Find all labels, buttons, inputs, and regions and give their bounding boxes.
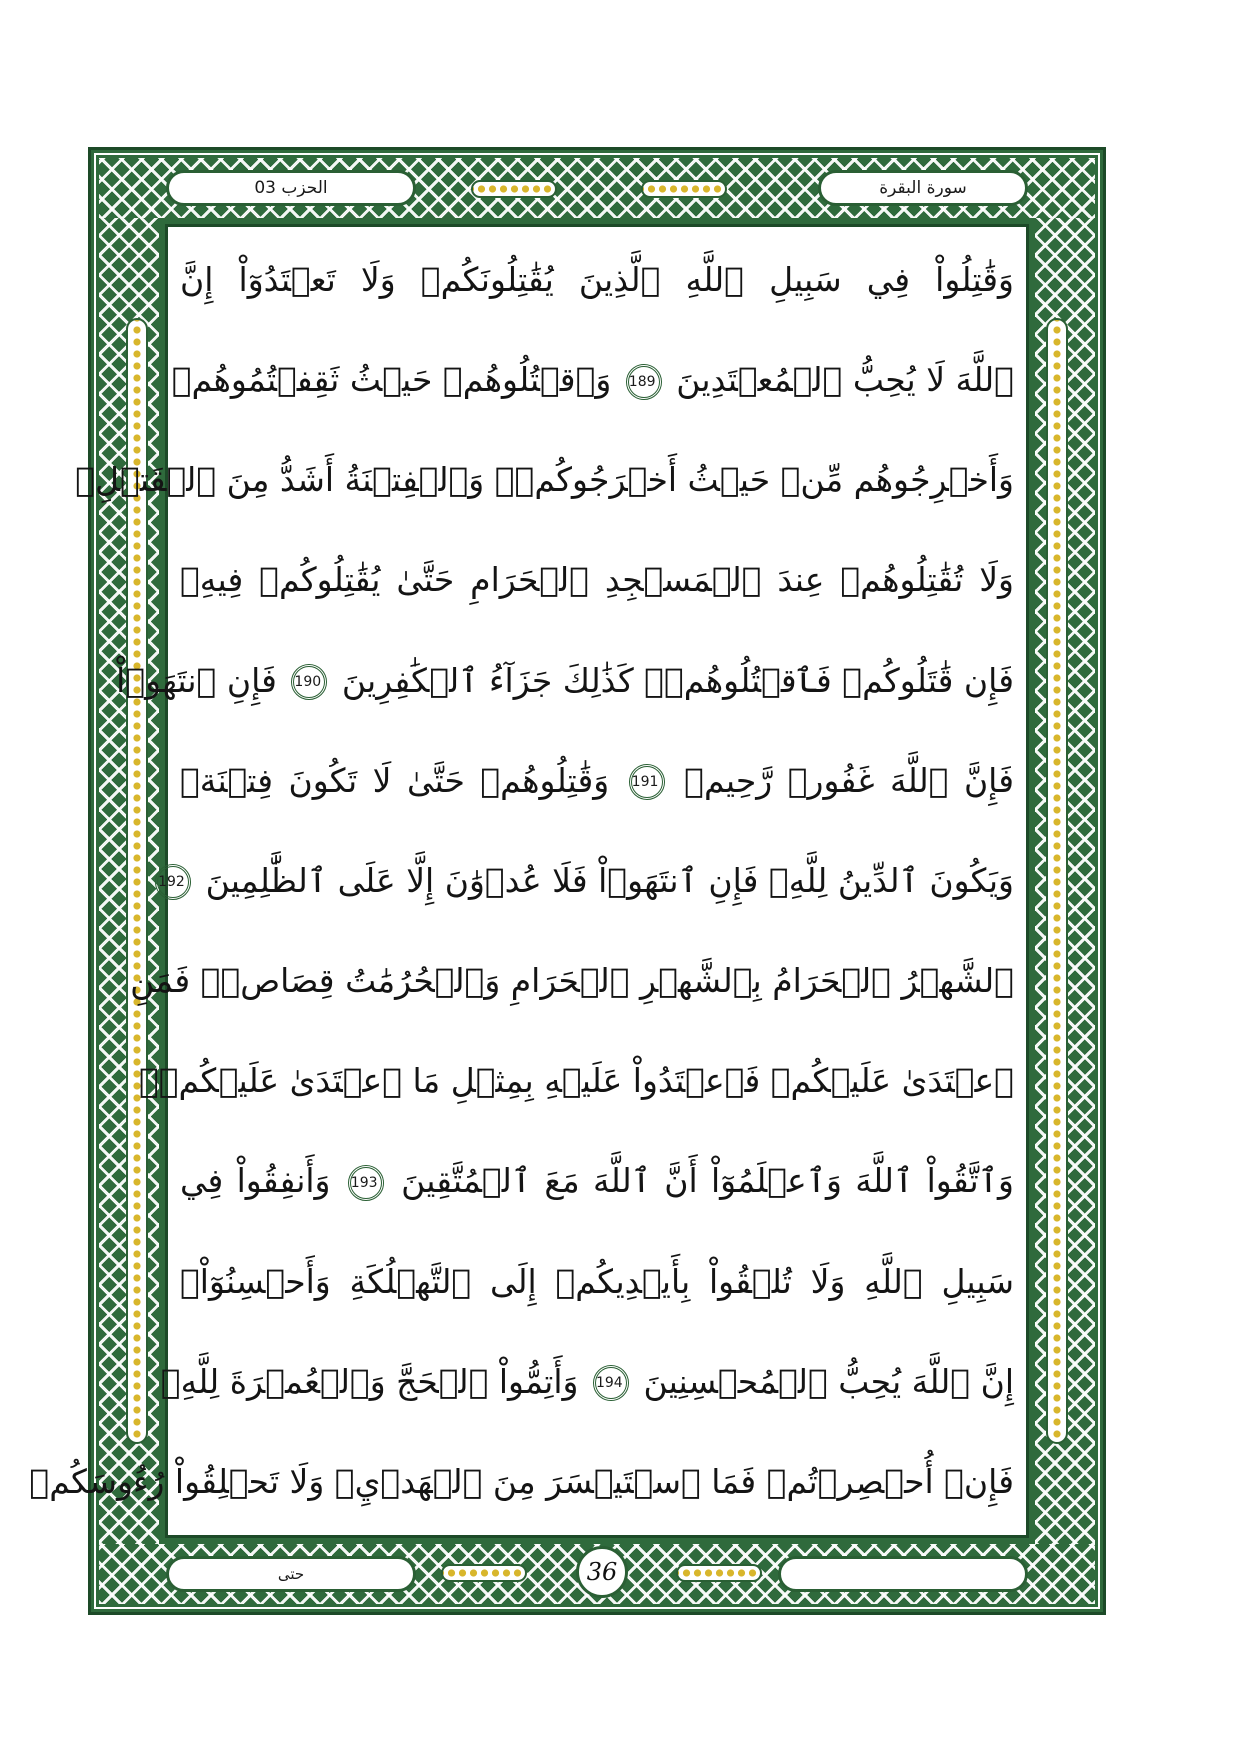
bottom-bead-ornament-left [441, 1564, 527, 1582]
hizb-label: الحزب 03 [166, 170, 416, 206]
verse-line: وَأَخۡرِجُوهُم مِّنۡ حَيۡثُ أَخۡرَجُوكُمۡۚ وَٱلۡفِتۡنَةُ أَشَدُّ مِنَ ٱلۡقَتۡلِۚ [75, 460, 1014, 500]
ayah-number-marker: 191 [629, 764, 665, 800]
top-bead-ornament-right [641, 180, 727, 198]
verse-line: ٱللَّهَ لَا يُحِبُّ ٱلۡمُعۡتَدِينَ 189 وَٱقۡتُلُوهُمۡ حَيۡثُ ثَقِفۡتُمُوهُمۡ [171, 360, 1014, 400]
ayah-number-marker: 192 [155, 864, 191, 900]
bottom-bead-ornament-right [676, 1564, 762, 1582]
mushaf-page-frame [29, 147, 1106, 1615]
verse-line: إِنَّ ٱللَّهَ يُحِبُّ ٱلۡمُحۡسِنِينَ 194 وَأَتِمُّواْ ٱلۡحَجَّ وَٱلۡعُمۡرَةَ لِلَّهِۚ [160, 1361, 1014, 1401]
verse-line: وَقَٰتِلُواْ فِي سَبِيلِ ٱللَّهِ ٱلَّذِينَ يُقَٰتِلُونَكُمۡ وَلَا تَعۡتَدُوٓاْ إِنَّ [180, 260, 1014, 299]
right-bead-column [1046, 318, 1068, 1444]
page-number: 36 [576, 1546, 628, 1598]
footer-plaque [778, 1556, 1028, 1592]
right-ornament-band [1035, 218, 1095, 1544]
verse-line: سَبِيلِ ٱللَّهِ وَلَا تُلۡقُواْ بِأَيۡدِيكُمۡ إِلَى ٱلتَّهۡلُكَةِ وَأَحۡسِنُوٓاْۚ [180, 1261, 1014, 1301]
ayah-number-marker: 189 [626, 364, 662, 400]
catchword: حتى [166, 1556, 416, 1592]
top-bead-ornament-left [471, 180, 557, 198]
verse-line: وَلَا تُقَٰتِلُوهُمۡ عِندَ ٱلۡمَسۡجِدِ ٱلۡحَرَامِ حَتَّىٰ يُقَٰتِلُوكُمۡ فِيهِۖ [180, 560, 1014, 600]
verse-line: وَٱتَّقُواْ ٱللَّهَ وَٱعۡلَمُوٓاْ أَنَّ ٱللَّهَ مَعَ ٱلۡمُتَّقِينَ 193 وَأَنفِقُواْ فِي [180, 1161, 1014, 1201]
verse-line: ٱعۡتَدَىٰ عَلَيۡكُمۡ فَٱعۡتَدُواْ عَلَيۡهِ بِمِثۡلِ مَا ٱعۡتَدَىٰ عَلَيۡكُمۡۚ [138, 1061, 1014, 1101]
verse-line: ٱلشَّهۡرُ ٱلۡحَرَامُ بِٱلشَّهۡرِ ٱلۡحَرَامِ وَٱلۡحُرُمَٰتُ قِصَاصٞۚ فَمَنِ [130, 961, 1014, 1001]
ayah-number-marker: 194 [593, 1365, 629, 1401]
verse-text-panel [29, 224, 1029, 1538]
left-ornament-band [99, 218, 159, 1544]
verse-lines [29, 241, 1015, 1521]
ayah-number-marker: 190 [291, 664, 327, 700]
verse-line: فَإِنَّ ٱللَّهَ غَفُورٞ رَّحِيمٞ 191 وَقَٰتِلُوهُمۡ حَتَّىٰ لَا تَكُونَ فِتۡنَةٞ [180, 760, 1015, 800]
ayah-number-marker: 193 [348, 1165, 384, 1201]
verse-line: فَإِنۡ أُحۡصِرۡتُمۡ فَمَا ٱسۡتَيۡسَرَ مِنَ ٱلۡهَدۡيِۖ وَلَا تَحۡلِقُواْ رُءُوسَكُمۡ [29, 1461, 1014, 1501]
surah-name: سورة البقرة [818, 170, 1028, 206]
verse-line: وَيَكُونَ ٱلدِّينُ لِلَّهِۖ فَإِنِ ٱنتَهَوۡاْ فَلَا عُدۡوَٰنَ إِلَّا عَلَى ٱلظَّٰلِمِينَ 192 [180, 842, 1014, 920]
verse-line: فَإِن قَٰتَلُوكُمۡ فَٱقۡتُلُوهُمۡۗ كَذَٰلِكَ جَزَآءُ ٱلۡكَٰفِرِينَ 190 فَإِنِ ٱنتَهَوۡاْ [116, 660, 1014, 700]
